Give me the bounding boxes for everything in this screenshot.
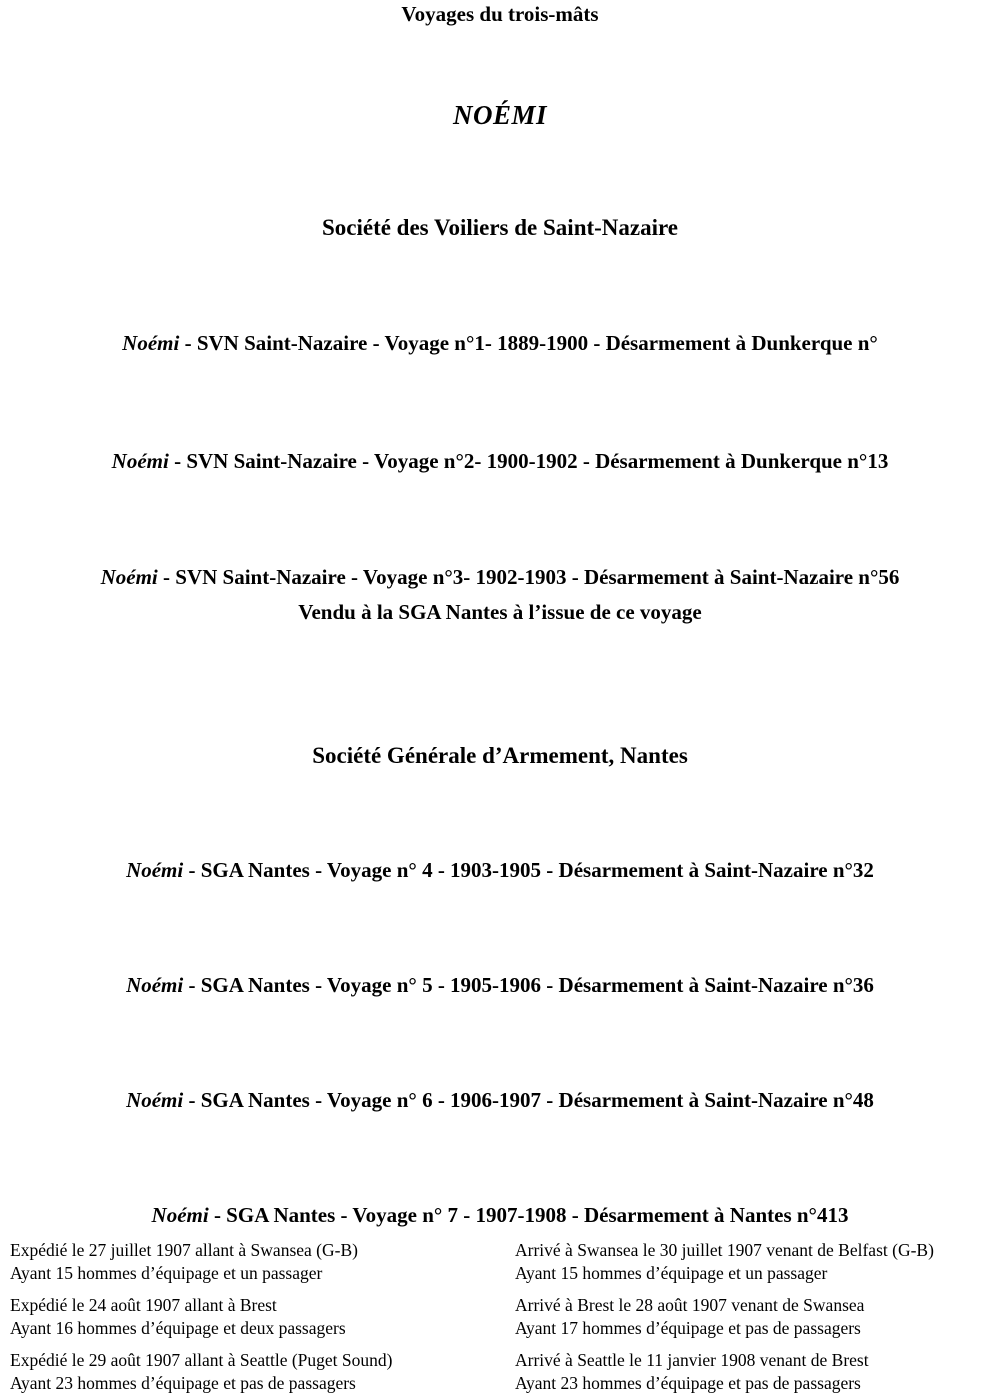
departure-entry [10, 1349, 501, 1395]
ship-name-inline: Noémi [126, 858, 184, 882]
section-heading-svn: Société des Voiliers de Saint-Nazaire [321, 215, 679, 240]
ship-name-inline: Noémi [111, 449, 169, 473]
ship-name-inline: Noémi [100, 565, 158, 589]
voyage-line-7 [0, 1203, 1000, 1228]
voyage-line-1 [0, 331, 1000, 356]
arrivals-column [501, 1239, 992, 1397]
voyage-7-text: - SGA Nantes - Voyage n° 7 - 1907-1908 - Désarmement à Nantes n°413 [208, 1203, 849, 1227]
voyage-line-3 [0, 565, 1000, 590]
voyage-line-5 [0, 973, 1000, 998]
arrival-line: Arrivé à Swansea le 30 juillet 1907 venant de Belfast (G-B) [515, 1240, 934, 1260]
voyage-line-6 [0, 1088, 1000, 1113]
ship-name-inline: Noémi [122, 331, 180, 355]
section-heading-sga: Société Générale d’Armement, Nantes [312, 743, 688, 768]
crew-line: Ayant 15 hommes d’équipage et un passager [515, 1263, 828, 1283]
ship-name-inline: Noémi [151, 1203, 209, 1227]
departure-line: Expédié le 27 juillet 1907 allant à Swansea (G-B) [10, 1240, 358, 1260]
voyage-3-note: Vendu à la SGA Nantes à l’issue de ce voyage [298, 600, 702, 624]
voyage-1-text: - SVN Saint-Nazaire - Voyage n°1- 1889-1900 - Désarmement à Dunkerque n° [179, 331, 878, 355]
departure-line: Expédié le 29 août 1907 allant à Seattle (Puget Sound) [10, 1350, 393, 1370]
voyage-line-2 [0, 449, 1000, 474]
departure-entry [10, 1294, 501, 1340]
departure-entry [10, 1239, 501, 1285]
arrival-line: Arrivé à Seattle le 11 janvier 1908 venant de Brest [515, 1350, 869, 1370]
ship-name-inline: Noémi [126, 973, 184, 997]
crew-line: Ayant 16 hommes d’équipage et deux passagers [10, 1318, 346, 1338]
voyage-6-text: - SGA Nantes - Voyage n° 6 - 1906-1907 - Désarmement à Saint-Nazaire n°48 [183, 1088, 874, 1112]
voyage-5-text: - SGA Nantes - Voyage n° 5 - 1905-1906 - Désarmement à Saint-Nazaire n°36 [183, 973, 874, 997]
arrival-entry [515, 1294, 992, 1340]
voyage-2-text: - SVN Saint-Nazaire - Voyage n°2- 1900-1902 - Désarmement à Dunkerque n°13 [168, 449, 889, 473]
arrival-entry [515, 1239, 992, 1285]
crew-line: Ayant 23 hommes d’équipage et pas de passagers [10, 1373, 356, 1393]
ship-name-inline: Noémi [126, 1088, 184, 1112]
page-title: Voyages du trois-mâts [401, 2, 599, 26]
voyage-4-text: - SGA Nantes - Voyage n° 4 - 1903-1905 - Désarmement à Saint-Nazaire n°32 [183, 858, 874, 882]
voyage-3-text: - SVN Saint-Nazaire - Voyage n°3- 1902-1903 - Désarmement à Saint-Nazaire n°56 [157, 565, 900, 589]
crew-line: Ayant 17 hommes d’équipage et pas de passagers [515, 1318, 861, 1338]
crew-line: Ayant 15 hommes d’équipage et un passager [10, 1263, 323, 1283]
arrival-line: Arrivé à Brest le 28 août 1907 venant de Swansea [515, 1295, 865, 1315]
voyage-7-details [10, 1239, 992, 1397]
crew-line: Ayant 23 hommes d’équipage et pas de passagers [515, 1373, 861, 1393]
departures-column [10, 1239, 501, 1397]
departure-line: Expédié le 24 août 1907 allant à Brest [10, 1295, 277, 1315]
voyage-line-4 [0, 858, 1000, 883]
arrival-entry [515, 1349, 992, 1395]
ship-name-heading: NOÉMI [452, 100, 548, 130]
